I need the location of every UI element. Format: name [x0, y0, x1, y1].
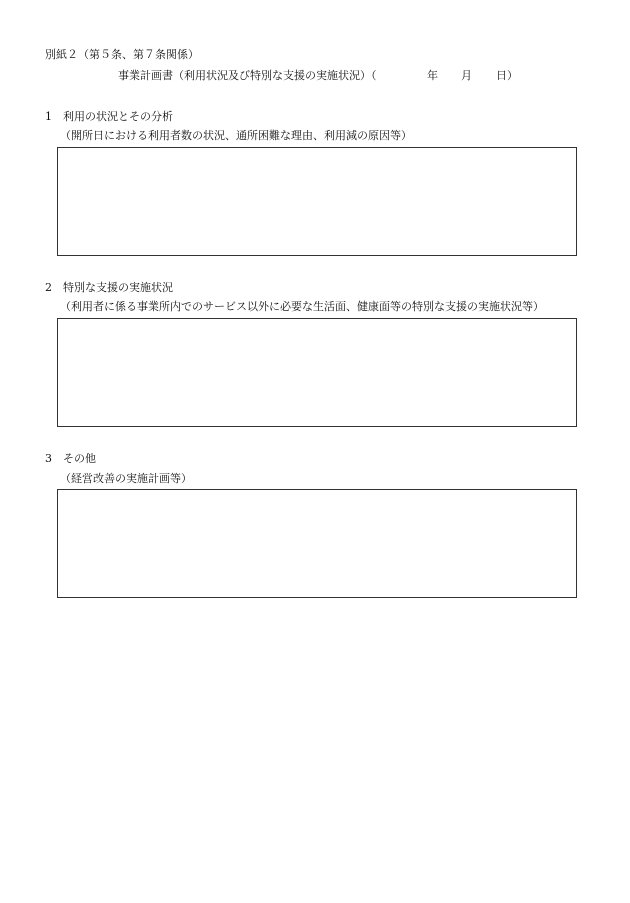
section-3-note: （経営改善の実施計画等） — [60, 472, 192, 485]
section-2-title: 特別な支援の実施状況 — [63, 281, 173, 294]
section-2-entry-box[interactable] — [57, 318, 577, 427]
section-3-title: その他 — [63, 452, 96, 465]
section-1-title: 利用の状況とその分析 — [63, 110, 173, 123]
section-1-heading — [45, 111, 173, 122]
section-3-number: 3 — [45, 452, 52, 465]
section-2-note: （利用者に係る事業所内でのサービス以外に必要な生活面、健康面等の特別な支援の実施状況等） — [60, 300, 544, 313]
document-title: 事業計画書（利用状況及び特別な支援の実施状況）（ — [118, 69, 377, 82]
section-3-entry-box[interactable] — [57, 489, 577, 598]
annex-label: 別紙２（第５条、第７条関係） — [45, 48, 199, 61]
section-1-number: 1 — [45, 110, 52, 123]
section-1-entry-box[interactable] — [57, 147, 577, 256]
section-1-note: （開所日における利用者数の状況、通所困難な理由、利用減の原因等） — [60, 129, 412, 142]
section-2-heading — [45, 282, 173, 293]
date-month-label: 月 — [461, 69, 472, 82]
section-3-heading — [45, 453, 96, 464]
section-2-number: 2 — [45, 281, 52, 294]
date-year-label: 年 — [427, 69, 438, 82]
date-day-label: 日） — [496, 69, 518, 82]
